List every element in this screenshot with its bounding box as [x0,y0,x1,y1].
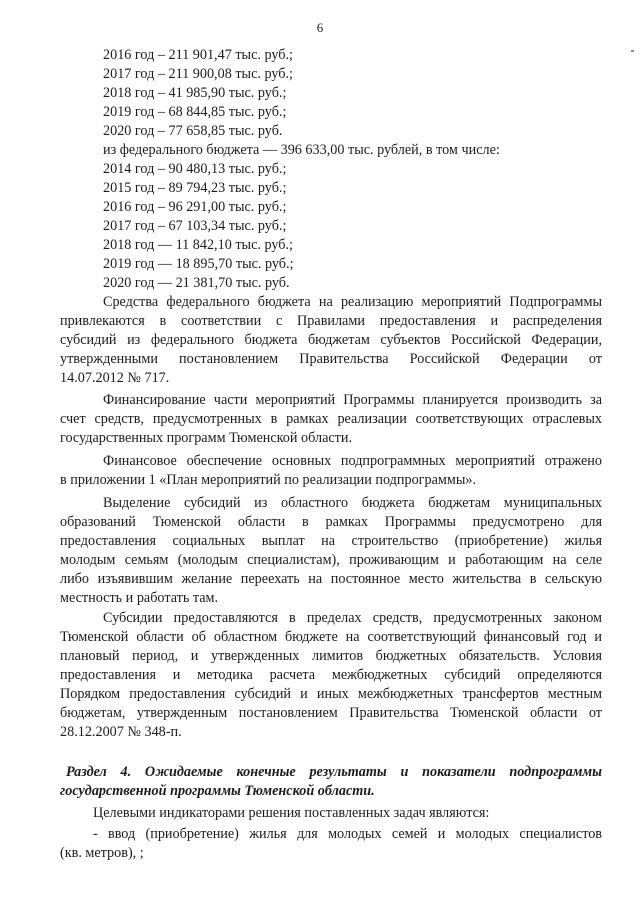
budget-line: 2016 год – 96 291,00 тыс. руб.; [103,199,287,215]
paragraph-line: предоставления и методика расчета межбюджетных субсидий определяются [60,667,602,683]
paragraph-line: Выделение субсидий из областного бюджета бюджетам муниципальных [103,495,602,511]
paragraph-line: местность и работать там. [60,590,219,606]
scan-speck [631,50,634,52]
paragraph-line: молодым семьям (молодым специалистам), проживающим и работающим на селе [60,552,602,568]
paragraph-line: образований Тюменской области в рамках Программы предусмотрено для [60,514,602,530]
section-heading: Раздел 4. Ожидаемые конечные результаты и показатели подпрограммы [66,764,602,780]
federal-budget-intro: из федерального бюджета — 396 633,00 тыс. рублей, в том числе: [103,142,500,158]
paragraph-line: бюджетам, утвержденным постановлением Правительства Тюменской области от [60,705,602,721]
paragraph-line: Порядком предоставления субсидий и иных межбюджетных трансфертов местным [60,686,602,702]
budget-line: 2018 год – 41 985,90 тыс. руб.; [103,85,287,101]
budget-line: 2017 год – 67 103,34 тыс. руб.; [103,218,287,234]
paragraph-line: привлекаются в соответствии с Правилами предоставления и распределения [60,313,602,329]
paragraph-line: плановый период, и утвержденных лимитов бюджетных обязательств. Условия [60,648,602,664]
indicators-intro: Целевыми индикаторами решения поставленных задач являются: [93,805,490,821]
paragraph-line: предоставления социальных выплат на строительство (приобретение) жилья [60,533,602,549]
budget-line: 2020 год – 77 658,85 тыс. руб. [103,123,283,139]
paragraph-line: Тюменской области об областном бюджете на соответствующий финансовый год и [60,629,602,645]
paragraph-line: Средства федерального бюджета на реализацию мероприятий Подпрограммы [103,294,602,310]
page-number: 6 [316,20,324,35]
budget-line: 2016 год – 211 901,47 тыс. руб.; [103,47,293,63]
paragraph-line: в приложении 1 «План мероприятий по реализации подпрограммы». [60,472,477,488]
paragraph-line: субсидий из федерального бюджета бюджетам субъектов Российской Федерации, [60,332,602,348]
paragraph-line: Финансовое обеспечение основных подпрограммных мероприятий отражено [103,453,602,469]
indicator-item: - ввод (приобретение) жилья для молодых семей и молодых специалистов [93,826,602,842]
budget-line: 2015 год – 89 794,23 тыс. руб.; [103,180,287,196]
paragraph-line: либо изъявившим желание переехать на постоянное место жительства в сельскую [60,571,602,587]
budget-line: 2018 год — 11 842,10 тыс. руб.; [103,237,293,253]
paragraph-line: 28.12.2007 № 348-п. [60,724,182,740]
budget-line: 2020 год — 21 381,70 тыс. руб. [103,275,290,291]
budget-line: 2014 год – 90 480,13 тыс. руб.; [103,161,287,177]
section-heading: государственной программы Тюменской области. [60,783,375,799]
budget-line: 2019 год – 68 844,85 тыс. руб.; [103,104,287,120]
paragraph-line: Финансирование части мероприятий Программы планируется производить за [103,392,602,408]
paragraph-line: счет средств, предусмотренных в рамках реализации соответствующих отраслевых [60,411,602,427]
paragraph-line: 14.07.2012 № 717. [60,370,170,386]
budget-line: 2017 год – 211 900,08 тыс. руб.; [103,66,293,82]
paragraph-line: Субсидии предоставляются в пределах средств, предусмотренных законом [103,610,602,626]
paragraph-line: утвержденными постановлением Правительства Российской Федерации от [60,351,602,367]
paragraph-line: государственных программ Тюменской области. [60,430,353,446]
budget-line: 2019 год — 18 895,70 тыс. руб.; [103,256,294,272]
indicator-item: (кв. метров), ; [60,845,144,861]
